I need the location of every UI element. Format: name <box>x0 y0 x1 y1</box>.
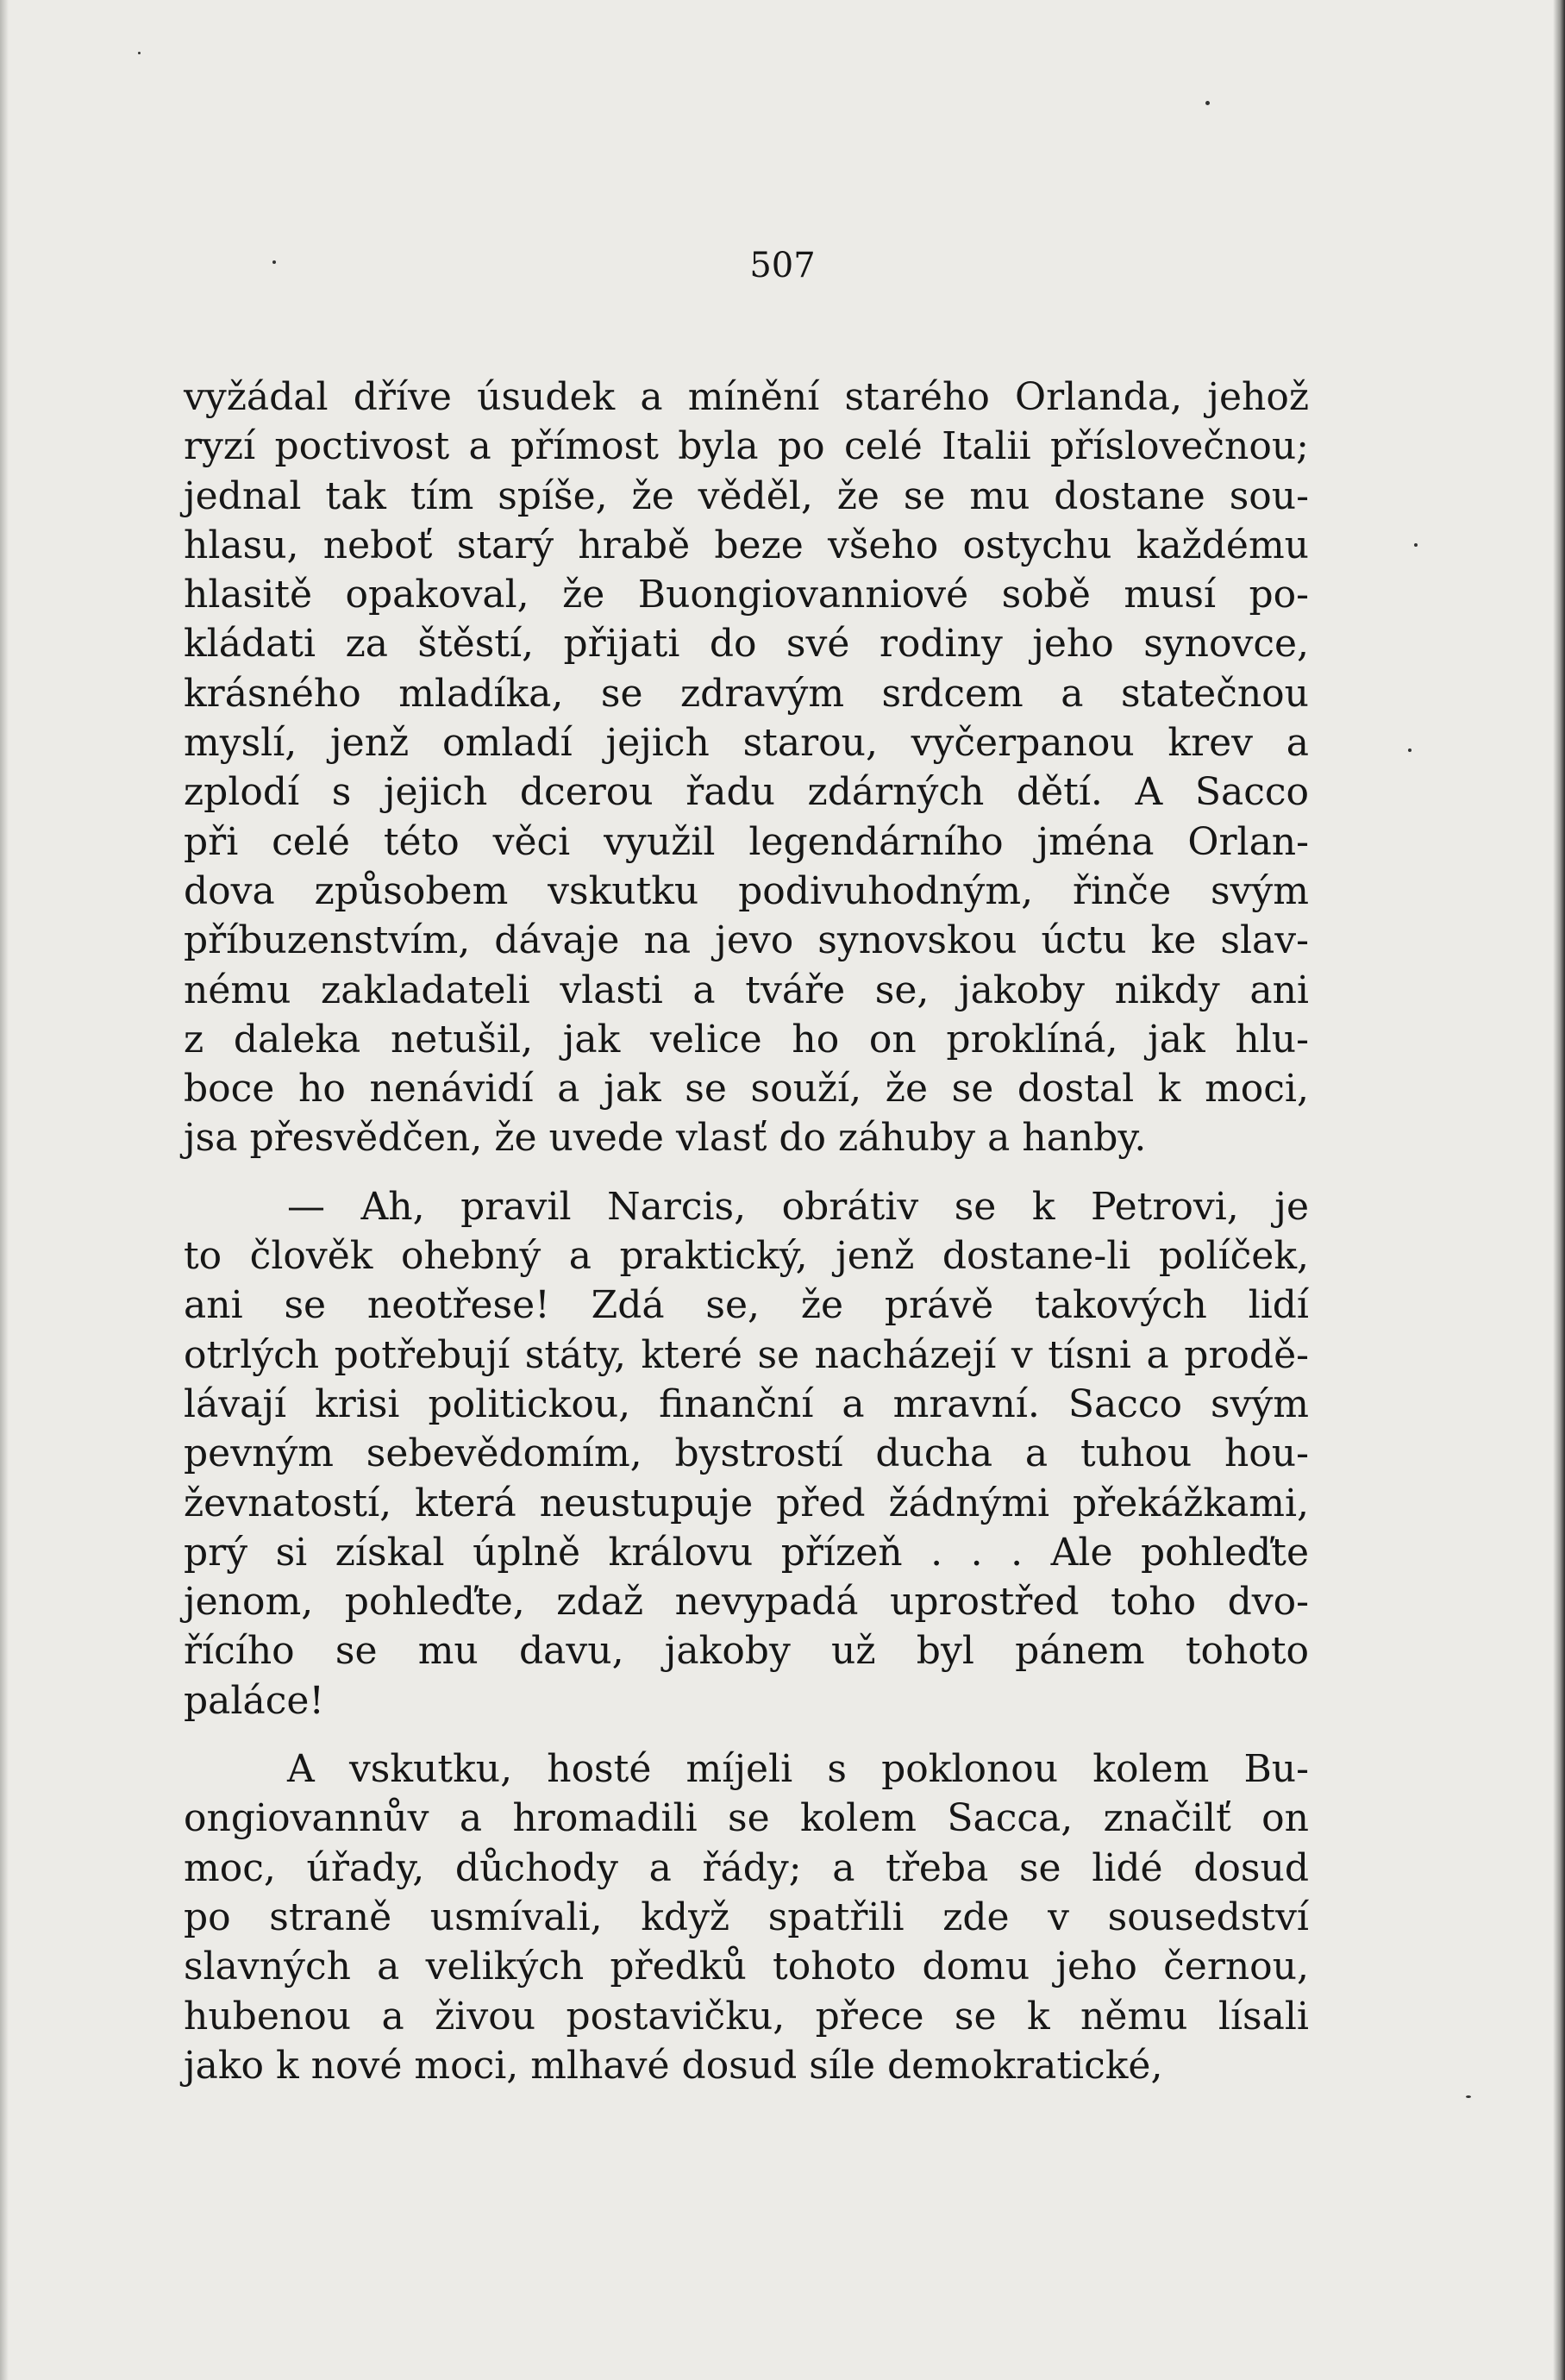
text-line: ževnatostí, která neustupuje před žádnými překážkami, <box>184 1481 1309 1525</box>
text-line: jsa přesvědčen, že uvede vlasť do záhuby a hanby. <box>184 1116 1147 1161</box>
scan-edge-right <box>1553 0 1565 2380</box>
text-line: myslí, jenž omladí jejich starou, vyčerpanou krev a <box>184 721 1309 766</box>
scan-speck <box>138 52 141 54</box>
paragraph-gap <box>184 1726 1309 1744</box>
text-line: zplodí s jejich dcerou řadu zdárných dětí. A Sacco <box>184 770 1309 815</box>
text-line: ongiovannův a hromadili se kolem Sacca, značilť on <box>184 1796 1309 1841</box>
paragraph <box>184 1182 1309 1726</box>
text-line: krásného mladíka, se zdravým srdcem a statečnou <box>184 671 1309 716</box>
text-line: paláce! <box>184 1678 325 1723</box>
paragraph-gap <box>184 1163 1309 1182</box>
text-line: pevným sebevědomím, bystrostí ducha a tuhou hou- <box>184 1431 1309 1476</box>
text-line: boce ho nenávidí a jak se souží, že se dostal k moci, <box>184 1067 1309 1112</box>
text-line: hlasitě opakoval, že Buongiovanniové sobě musí po- <box>184 573 1309 617</box>
text-line: hubenou a živou postavičku, přece se k němu lísali <box>184 1994 1309 2039</box>
text-line: A vskutku, hosté míjeli s poklonou kolem Bu- <box>287 1747 1309 1792</box>
text-line: příbuzenstvím, dávaje na jevo synovskou úctu ke slav- <box>184 918 1309 963</box>
text-line: jenom, pohleďte, zdaž nevypadá uprostřed toho dvo- <box>184 1580 1309 1625</box>
paragraph <box>184 373 1309 1163</box>
scan-speck <box>1408 748 1412 752</box>
text-line: moc, úřady, důchody a řády; a třeba se lidé dosud <box>184 1845 1309 1890</box>
text-line: prý si získal úplně královu přízeň . . . Ale pohleďte <box>184 1530 1309 1575</box>
text-line: slavných a velikých předků tohoto domu jeho černou, <box>184 1945 1309 1989</box>
scan-speck <box>1205 101 1210 105</box>
text-line: při celé této věci využil legendárního jména Orlan- <box>184 819 1309 864</box>
scan-edge-left <box>0 0 9 2380</box>
scan-speck <box>1414 543 1418 547</box>
text-line: jednal tak tím spíše, že věděl, že se mu dostane sou- <box>184 473 1309 518</box>
text-line: ani se neotřese! Zdá se, že právě takových lidí <box>184 1283 1309 1328</box>
text-line: jako k nové moci, mlhavé dosud síle demokratické, <box>184 2043 1163 2088</box>
text-line: ryzí poctivost a přímost byla po celé Italii příslovečnou; <box>184 424 1309 469</box>
text-line: to člověk ohebný a praktický, jenž dostane-li políček, <box>184 1234 1309 1279</box>
text-line: lávají krisi politickou, finanční a mravní. Sacco svým <box>184 1381 1309 1426</box>
text-line: kládati za štěstí, přijati do své rodiny jeho synovce, <box>184 622 1309 667</box>
text-line: otrlých potřebují státy, které se nacházejí v tísni a prodě- <box>184 1332 1309 1377</box>
page-number: 507 <box>749 246 816 285</box>
text-line: dova způsobem vskutku podivuhodným, řinče svým <box>184 868 1309 913</box>
text-line: řícího se mu davu, jakoby už byl pánem tohoto <box>184 1629 1309 1674</box>
body-text <box>184 373 1309 2090</box>
text-line: nému zakladateli vlasti a tváře se, jakoby nikdy ani <box>184 968 1309 1012</box>
text-line: hlasu, neboť starý hrabě beze všeho ostychu každému <box>184 523 1309 567</box>
text-line: — Ah, pravil Narcis, obrátiv se k Petrovi, je <box>287 1184 1309 1229</box>
text-line: z daleka netušil, jak velice ho on proklíná, jak hlu- <box>184 1017 1309 1062</box>
text-line: vyžádal dříve úsudek a mínění starého Orlanda, jehož <box>184 375 1309 419</box>
text-line: po straně usmívali, když spatřili zde v sousedství <box>184 1895 1309 1939</box>
scan-speck <box>1466 2095 1471 2098</box>
paragraph <box>184 1744 1309 2090</box>
